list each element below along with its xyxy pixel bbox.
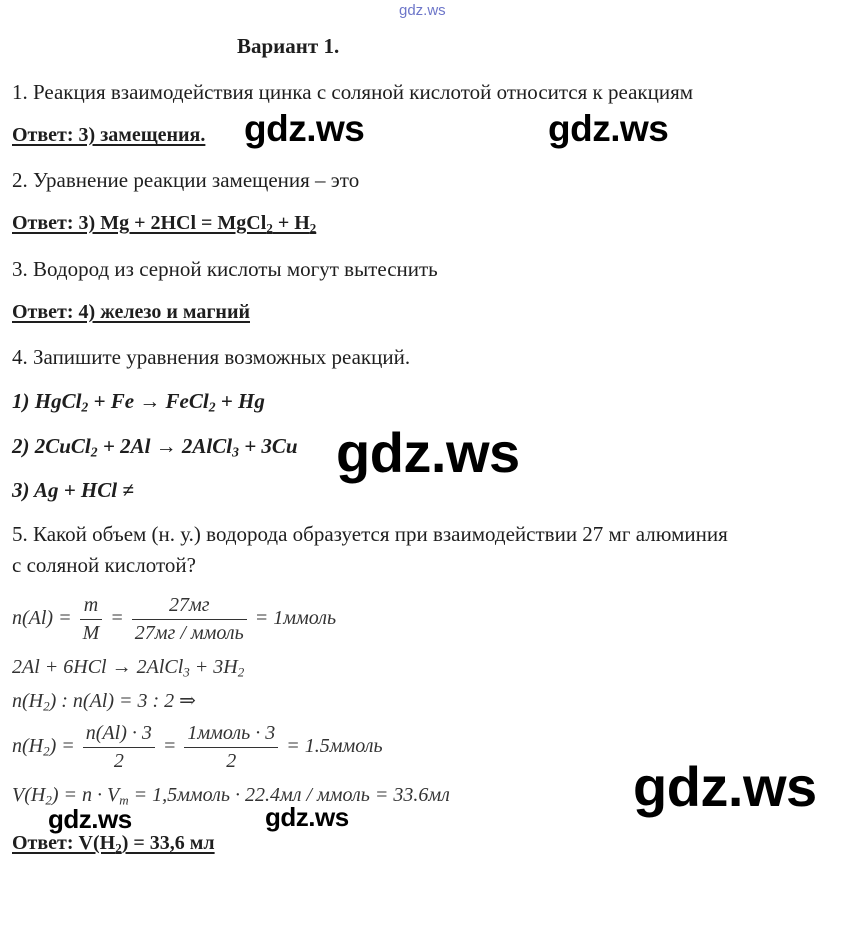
reaction-3: 3) Ag + HCl ≠ (12, 478, 134, 502)
question-3: 3. Водород из серной кислоты могут вытеснить (12, 257, 438, 281)
reaction-1: 1) HgCl$_2$ + Fe → FeCl$_2$ + Hg (12, 389, 265, 415)
reaction-2: 2) 2CuCl$_2$ + 2Al → 2AlCl$_3$ + 3Cu (12, 434, 298, 460)
question-5-line-1: 5. Какой объем (н. у.) водорода образуется при взаимодействии 27 мг алюминия (12, 522, 728, 546)
solution-line-2: 2Al + 6HCl → 2AlCl$_3$ + $3H_2$ (12, 656, 245, 680)
question-1: 1. Реакция взаимодействия цинка с соляной кислотой относится к реакциям (12, 80, 694, 104)
fraction-mass-over-molar: $\frac{27мг}{\text{27мг / ммоль}}$ (132, 594, 247, 645)
question-2: 2. Уравнение реакции замещения – это (12, 168, 360, 192)
solution-line-5: $V(H_2) = n \cdot V_m$ = 1,5ммоль · 22.4мл / ммоль = 33.6мл (12, 784, 450, 808)
watermark: gdz.ws (633, 755, 817, 818)
watermark: gdz.ws (336, 421, 520, 484)
solution-line-3: $n(H_2)$ : n(Al) = 3 : 2 ⇒ (12, 690, 196, 714)
fraction-amount-times-3: $\frac{n(Al) \cdot 3}{2}$ (83, 722, 155, 773)
question-4: 4. Запишите уравнения возможных реакций. (12, 345, 411, 369)
answer-5: Ответ: $V(H_2) = 33,6$ мл (12, 832, 215, 856)
answer-2: Ответ: 3) Mg + 2HCl = MgCl$_2$ + $H_2$ (12, 212, 317, 236)
site-mark: gdz.ws (399, 2, 446, 19)
fraction-m-over-M: $\frac{m}{M}$ (80, 594, 103, 645)
solution-line-4: $n(H_2)$ = $\frac{n(Al) \cdot 3}{2}$ = $\frac{\text{1ммоль · 3}}{2}$ = 1.5ммоль (12, 722, 383, 772)
solution-line-1: n(Al) = $\frac{m}{M}$ = $\frac{27мг}{\text{27мг / ммоль}}$ = 1ммоль (12, 594, 337, 644)
page-title: Вариант 1. (237, 34, 340, 58)
watermark: gdz.ws (48, 804, 132, 834)
answer-3: Ответ: 4) железо и магний (12, 301, 250, 323)
watermark: gdz.ws (244, 108, 365, 149)
answer-1: Ответ: 3) замещения. (12, 124, 206, 146)
fraction-mmol-times-3: $\frac{\text{1ммоль · 3}}{2}$ (184, 722, 278, 773)
question-5-line-2: с соляной кислотой? (12, 553, 196, 577)
watermark: gdz.ws (265, 802, 349, 832)
watermark: gdz.ws (548, 108, 669, 149)
